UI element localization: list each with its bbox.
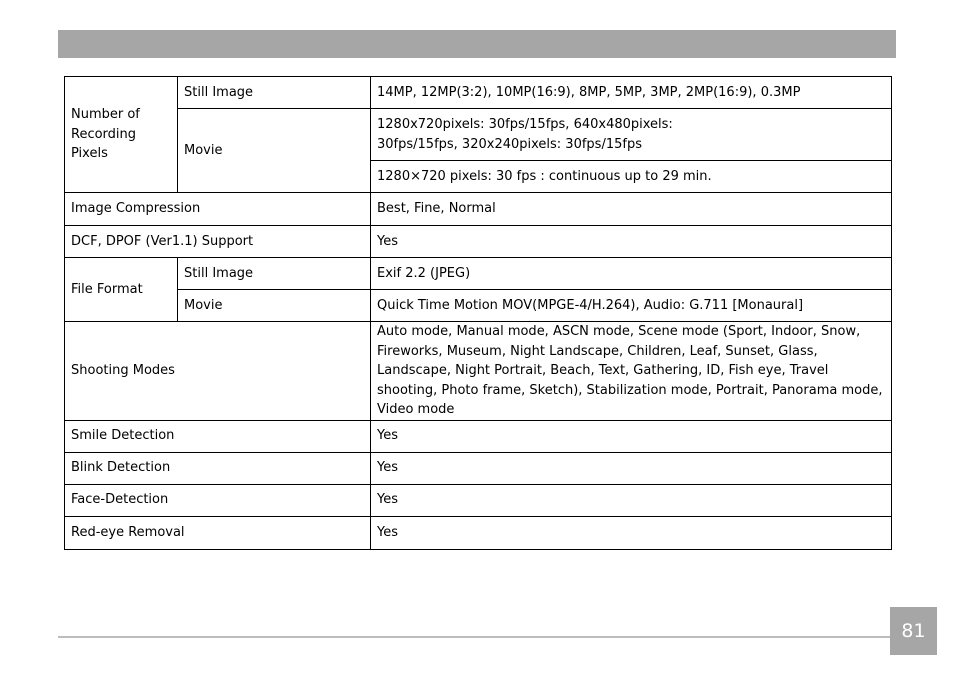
spec-value-red-eye-removal: Yes [371, 516, 892, 549]
table-row [65, 226, 892, 258]
table-row [65, 420, 892, 452]
spec-sublabel-still-image: Still Image [178, 77, 371, 109]
table-row [65, 322, 892, 421]
table-row [65, 258, 892, 290]
spec-label-blink-detection: Blink Detection [65, 452, 371, 484]
footer-divider [58, 636, 890, 638]
spec-sublabel-movie: Movie [178, 290, 371, 322]
table-row [65, 452, 892, 484]
spec-label-recording-pixels: Number of Recording Pixels [65, 77, 178, 193]
table-row [65, 109, 892, 161]
page-number: 81 [890, 607, 937, 655]
spec-value-movie-format: Quick Time Motion MOV(MPGE-4/H.264), Audio: G.711 [Monaural] [371, 290, 892, 322]
spec-value-movie-pixels: 1280x720pixels: 30fps/15fps, 640x480pixels: 30fps/15fps, 320x240pixels: 30fps/15fps [371, 109, 892, 161]
spec-value-still-format: Exif 2.2 (JPEG) [371, 258, 892, 290]
table-row [65, 484, 892, 516]
spec-value-image-compression: Best, Fine, Normal [371, 193, 892, 226]
spec-value-face-detection: Yes [371, 484, 892, 516]
table-row [65, 290, 892, 322]
spec-label-smile-detection: Smile Detection [65, 420, 371, 452]
spec-value-dcf-support: Yes [371, 226, 892, 258]
spec-value-smile-detection: Yes [371, 420, 892, 452]
spec-table [64, 76, 892, 550]
spec-value-shooting-modes: Auto mode, Manual mode, ASCN mode, Scene mode (Sport, Indoor, Snow, Fireworks, Museum, Night Landscape, Children, Leaf, Sunset, Glass, Landscape, Night Portrait, Beach, Text, Gathering, ID, Fish eye, Travel shooting, Photo frame, Sketch), Stabilization mode, Portrait, Panorama mode, Video mode [371, 322, 892, 421]
spec-label-file-format: File Format [65, 258, 178, 322]
spec-value-still-pixels: 14MP, 12MP(3:2), 10MP(16:9), 8MP, 5MP, 3MP, 2MP(16:9), 0.3MP [371, 77, 892, 109]
spec-sublabel-movie: Movie [178, 109, 371, 193]
table-row [65, 516, 892, 549]
table-row [65, 193, 892, 226]
spec-label-image-compression: Image Compression [65, 193, 371, 226]
header-bar [58, 30, 896, 58]
spec-value-movie-duration: 1280×720 pixels: 30 fps : continuous up to 29 min. [371, 161, 892, 193]
spec-label-shooting-modes: Shooting Modes [65, 322, 371, 421]
spec-label-face-detection: Face-Detection [65, 484, 371, 516]
spec-value-blink-detection: Yes [371, 452, 892, 484]
spec-label-red-eye-removal: Red-eye Removal [65, 516, 371, 549]
table-row [65, 77, 892, 109]
spec-sublabel-still-image: Still Image [178, 258, 371, 290]
spec-label-dcf-support: DCF, DPOF (Ver1.1) Support [65, 226, 371, 258]
